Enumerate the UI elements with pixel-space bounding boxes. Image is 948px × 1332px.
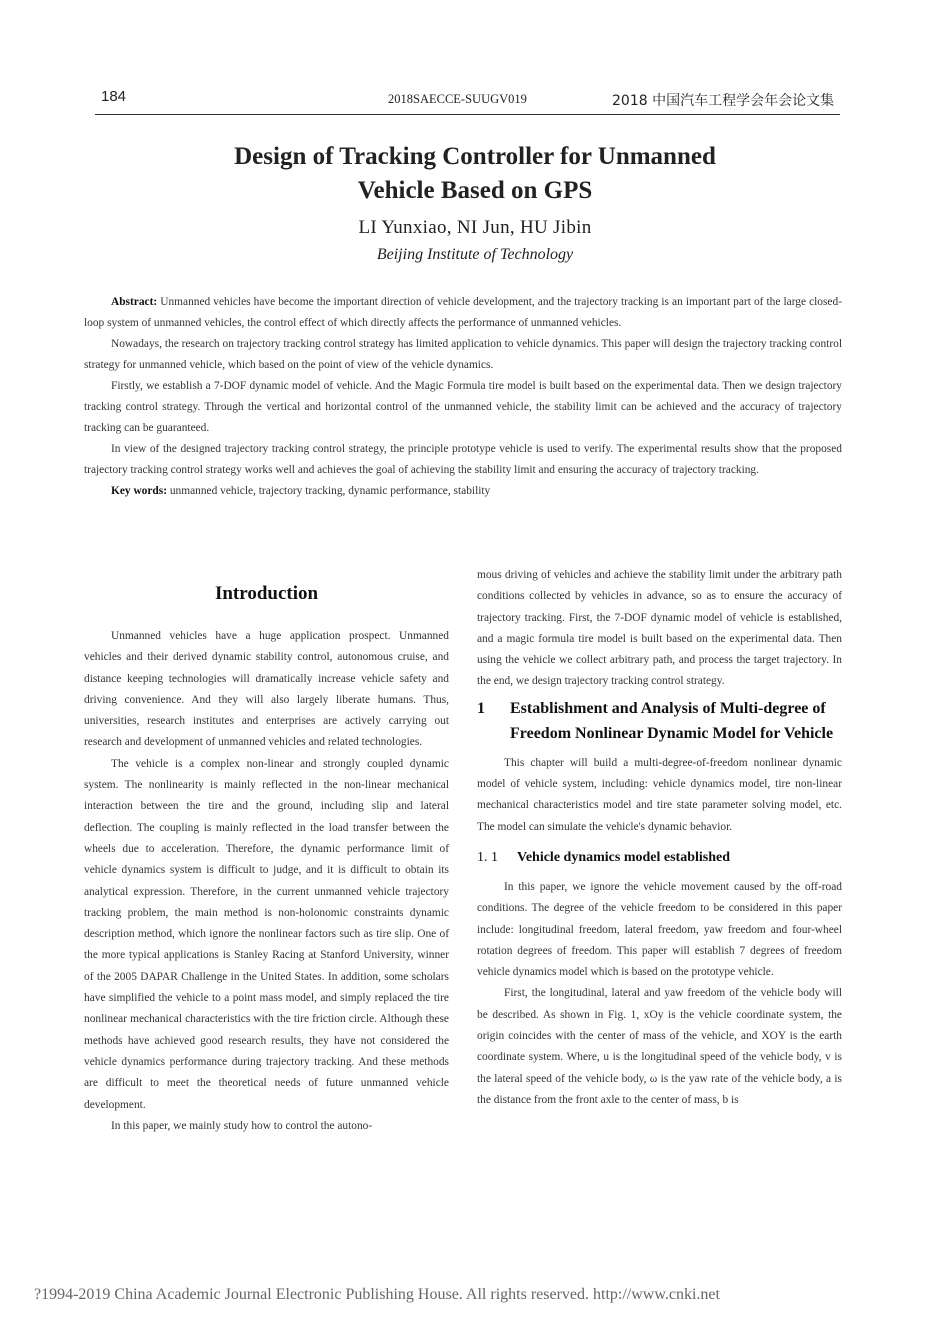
intro-paragraph-2: The vehicle is a complex non-linear and strongly coupled dynamic system. The nonlinearity is mainly reflected in the non-linear mechanical interaction between the tire and the ground, including slip and lateral deflection. The coupling is mainly reflected in the load transfer between the wheels due to acceleration. Therefore, the dynamic performance limit of vehicle dynamics system is difficult to judge, and it is difficult to obtain its analytical expression. Therefore, in the current unmanned vehicle trajectory tracking problem, the main method is non-holonomic constraints dynamic description method, which ignore the nonlinear factors such as tire slip. One of the more typical applications is Stanley Racing at Stanford University, winner of the 2005 DAPAR Challenge in the United States. In addition, some scholars have simplified the vehicle to a point mass model, and simply replaced the tire nonlinear mechanical characteristics with the tire friction circle. Although these methods have achieved good research results, they have not considered the vehicle dynamics performance during trajectory tracking. And these methods are difficult to meet the theoretical needs of future unmanned vehicle development. xyxy=(84,757,449,1111)
abstract-label: Abstract: xyxy=(111,296,158,308)
abstract-paragraph-3: Firstly, we establish a 7-DOF dynamic model of vehicle. And the Magic Formula tire model is built based on the experimental data. Then we design trajectory tracking control strategy. Through the vertical and horizontal control of the unmanned vehicle, the stability limit can be achieved and the accuracy of trajectory tracking can be guaranteed. xyxy=(84,380,842,434)
section-1-1-heading xyxy=(477,848,842,868)
title-line-2: Vehicle Based on GPS xyxy=(357,177,593,204)
section-1-1-title: Vehicle dynamics model established xyxy=(517,849,730,865)
section-1-number: 1 xyxy=(477,699,485,717)
copyright-footer: ?1994-2019 China Academic Journal Electronic Publishing House. All rights reserved. http://www.cnki.net xyxy=(34,1286,720,1303)
introduction-heading: Introduction xyxy=(214,583,319,604)
paper-title xyxy=(120,140,830,208)
section-1-1-paragraph-1: In this paper, we ignore the vehicle movement caused by the off-road conditions. The degree of the vehicle freedom to be considered in this paper include: longitudinal freedom, lateral freedom, yaw freedom and four-wheel rotation degrees of freedom. This paper will establish 7 degrees of freedom vehicle dynamics model which is based on the prototype vehicle. xyxy=(477,880,842,979)
authors: LI Yunxiao, NI Jun, HU Jibin xyxy=(358,217,592,238)
conference-name: 2018 中国汽车工程学会年会论文集 xyxy=(612,93,835,109)
section-1-paragraph-1: This chapter will build a multi-degree-of-freedom nonlinear dynamic model of vehicle system, including: vehicle dynamics model, tire non-linear mechanical characteristics model and tire state parameter solving model, etc. The model can simulate the vehicle's dynamic behavior. xyxy=(477,756,842,833)
affiliation: Beijing Institute of Technology xyxy=(376,246,574,263)
header-rule xyxy=(95,114,840,115)
abstract-text-1: Unmanned vehicles have become the important direction of vehicle development, and the trajectory tracking is an important part of the large closed-loop system of unmanned vehicles, the control effect of which directly affects the performance of unmanned vehicles. xyxy=(84,296,842,329)
left-column xyxy=(84,580,449,1137)
section-1-1-paragraph-2: First, the longitudinal, lateral and yaw freedom of the vehicle body will be described. As shown in Fig. 1, xOy is the vehicle coordinate system, the origin coincides with the center of mass of the vehicle, and XOY is the earth coordinate system. Where, u is the longitudinal speed of the vehicle body, v is the lateral speed of the vehicle body, ω is the yaw rate of the vehicle body, a is the distance from the front axle to the center of mass, b is xyxy=(477,987,842,1106)
section-1-title: Establishment and Analysis of Multi-degree of Freedom Nonlinear Dynamic Model for Vehicle xyxy=(510,699,834,743)
page-number: 184 xyxy=(101,88,127,105)
right-column xyxy=(477,565,842,1111)
section-1-1-number: 1. 1 xyxy=(477,849,498,865)
keywords-label: Key words: xyxy=(111,485,167,497)
abstract-paragraph-1 xyxy=(84,292,842,334)
intro-paragraph-3: In this paper, we mainly study how to control the autono- xyxy=(111,1119,373,1132)
abstract-paragraph-4: In view of the designed trajectory tracking control strategy, the principle prototype vehicle is used to verify. The experimental results show that the proposed trajectory tracking control strategy works well and achieves the goal of achieving the stability limit and ensuring the accuracy of trajectory tracking. xyxy=(84,443,842,476)
keywords xyxy=(84,481,842,502)
intro-paragraph-1: Unmanned vehicles have a huge application prospect. Unmanned vehicles and their derived dynamic stability control, autonomous cruise, and distance keeping technologies will dramatically increase vehicle safety and driving convenience. And they will also largely liberate humans. Thus, universities, research institutes and enterprises are actively carrying out research and development of unmanned vehicles and related technologies. xyxy=(84,630,449,749)
abstract-paragraph-2: Nowadays, the research on trajectory tracking control strategy has limited application to vehicle dynamics. This paper will design the trajectory tracking control strategy for unmanned vehicle, which based on the point of view of the vehicle dynamics. xyxy=(84,338,842,371)
paper-code: 2018SAECCE-SUUGV019 xyxy=(388,92,527,106)
keywords-text: unmanned vehicle, trajectory tracking, dynamic performance, stability xyxy=(169,485,491,497)
title-line-1: Design of Tracking Controller for Unmanned xyxy=(234,143,716,170)
section-1-heading xyxy=(477,696,842,747)
abstract xyxy=(84,292,842,502)
intro-paragraph-3-continued: mous driving of vehicles and achieve the stability limit under the arbitrary path conditions collected by vehicles in advance, so as to ensure the accuracy of trajectory tracking. First, the 7-DOF dynamic model of vehicle is established, and a magic formula tire model is built based on the experimental data. Then using the vehicle we collect arbitrary path, and process the target trajectory. In the end, we design trajectory tracking control strategy. xyxy=(477,569,842,688)
